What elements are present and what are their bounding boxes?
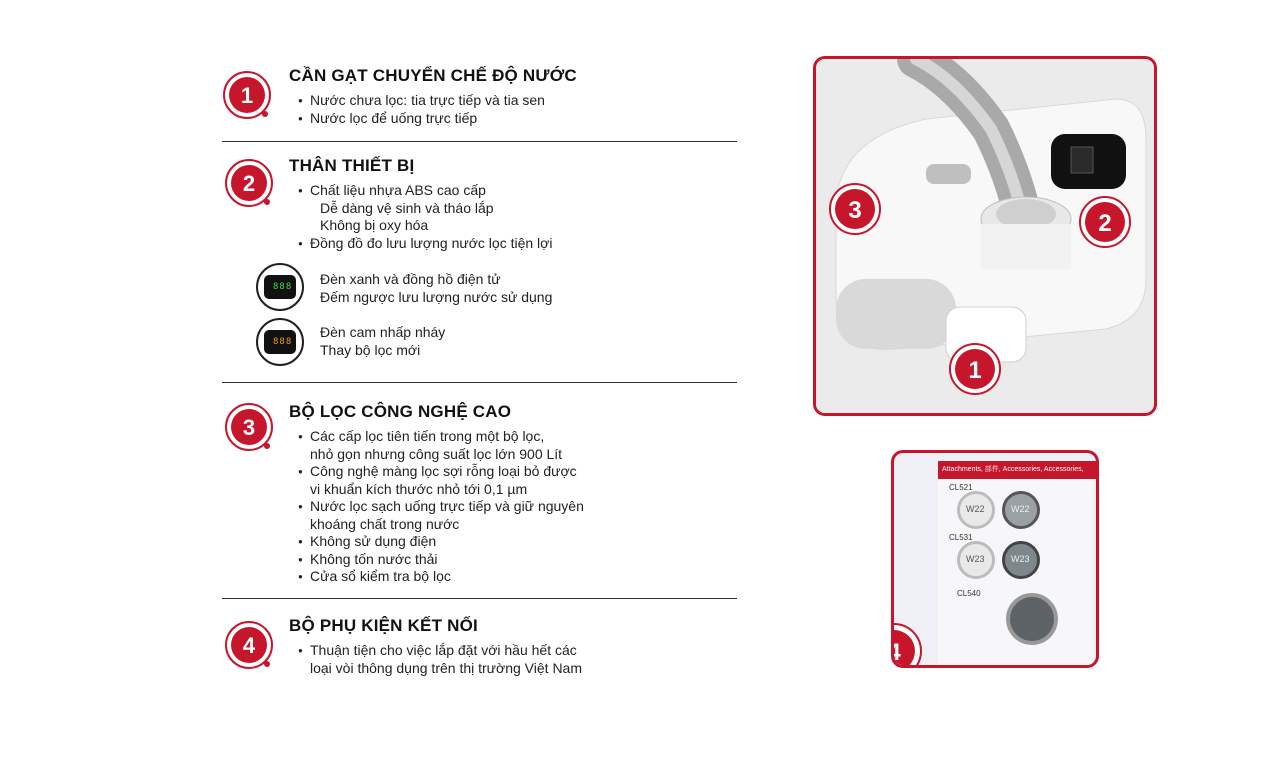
number-badge-3 [224,402,274,452]
divider [222,598,737,599]
orange-display-icon: 888 [256,318,304,366]
svg-text:3: 3 [242,415,256,440]
number-badge-1 [222,70,272,120]
section-4-list [298,642,582,677]
section-1-title: CẦN GẠT CHUYỂN CHẾ ĐỘ NƯỚC [289,66,577,85]
large-adapter [1006,593,1058,645]
indicator-line: Đèn cam nhấp nháy [320,324,446,340]
photo-badge-1: 1 [968,357,982,384]
list-item: Dễ dàng vệ sinh và tháo lắp [320,199,494,216]
product-photo [813,56,1157,416]
list-item: ● Các cấp lọc tiên tiến trong một bộ lọc, [298,428,584,446]
section-3-title: BỘ LỌC CÔNG NGHỆ CAO [289,402,512,421]
section-4-title: BỘ PHỤ KIỆN KẾT NỐI [289,616,478,635]
svg-text:2: 2 [242,171,256,196]
green-display-icon: 888 [256,263,304,311]
indicator-orange-text [320,323,445,359]
list-item: ● Nước chưa lọc: tia trực tiếp và tia sen [298,92,545,110]
accessory-label: CL521 [949,483,973,492]
list-item: ● Nước lọc để uống trực tiếp [298,110,545,128]
indicator-green-text [320,270,552,306]
ring-label: W23 [966,554,985,564]
ring-label: W23 [1011,554,1030,564]
list-item: loại vòi thông dụng trên thị trường Việt Nam [310,659,583,676]
list-item: ● Chất liệu nhựa ABS cao cấp [298,182,552,200]
accessory-header: Attachments, 部件, Accessories, Accessories, [938,461,1097,479]
accessory-label: CL540 [957,589,981,598]
accessory-photo [887,450,1099,668]
ring-w23-b [1002,541,1040,579]
ring-label: W22 [966,504,985,514]
list-item: nhỏ gọn nhưng công suất lọc lớn 900 Lít [310,445,563,462]
list-item: ● Thuận tiện cho việc lắp đặt với hầu hết các [298,642,582,660]
accessory-badge-4 [887,621,924,668]
photo-badge-3: 3 [848,197,862,224]
list-item: khoáng chất trong nước [310,515,460,532]
photo-badge-2: 2 [1098,210,1112,237]
ring-w22-b [1002,491,1040,529]
list-item: ● Không tốn nước thải [298,551,584,569]
photo-badge-4: 4 [887,639,901,666]
divider [222,141,737,142]
svg-text:1: 1 [240,83,254,108]
list-item: vi khuẩn kích thước nhỏ tới 0,1 µm [310,480,528,497]
list-item: ● Đồng đồ đo lưu lượng nước lọc tiện lợi [298,235,552,253]
indicator-line: Thay bộ lọc mới [320,342,421,358]
section-3-list [298,428,584,586]
list-item: Không bị oxy hóa [320,217,429,233]
list-item: ● Công nghệ màng lọc sợi rỗng loại bỏ được [298,463,584,481]
section-2-list [298,182,552,252]
list-item: ● Nước lọc sạch uống trực tiếp và giữ nguyên [298,498,584,516]
number-badge-4 [224,620,274,670]
ring-label: W22 [1011,504,1030,514]
svg-text:4: 4 [242,633,256,658]
list-item: ● Không sử dụng điện [298,533,584,551]
section-1-list [298,92,545,127]
ring-w23-a [957,541,995,579]
ring-w22-a [957,491,995,529]
section-2-title: THÂN THIẾT BỊ [289,156,415,175]
indicator-line: Đếm ngược lưu lượng nước sử dụng [320,289,553,305]
list-item: ● Cửa sổ kiểm tra bộ lọc [298,568,584,586]
accessory-label: CL531 [949,533,973,542]
indicator-line: Đèn xanh và đồng hồ điện tử [320,271,501,287]
divider [222,382,737,383]
number-badge-2 [224,158,274,208]
